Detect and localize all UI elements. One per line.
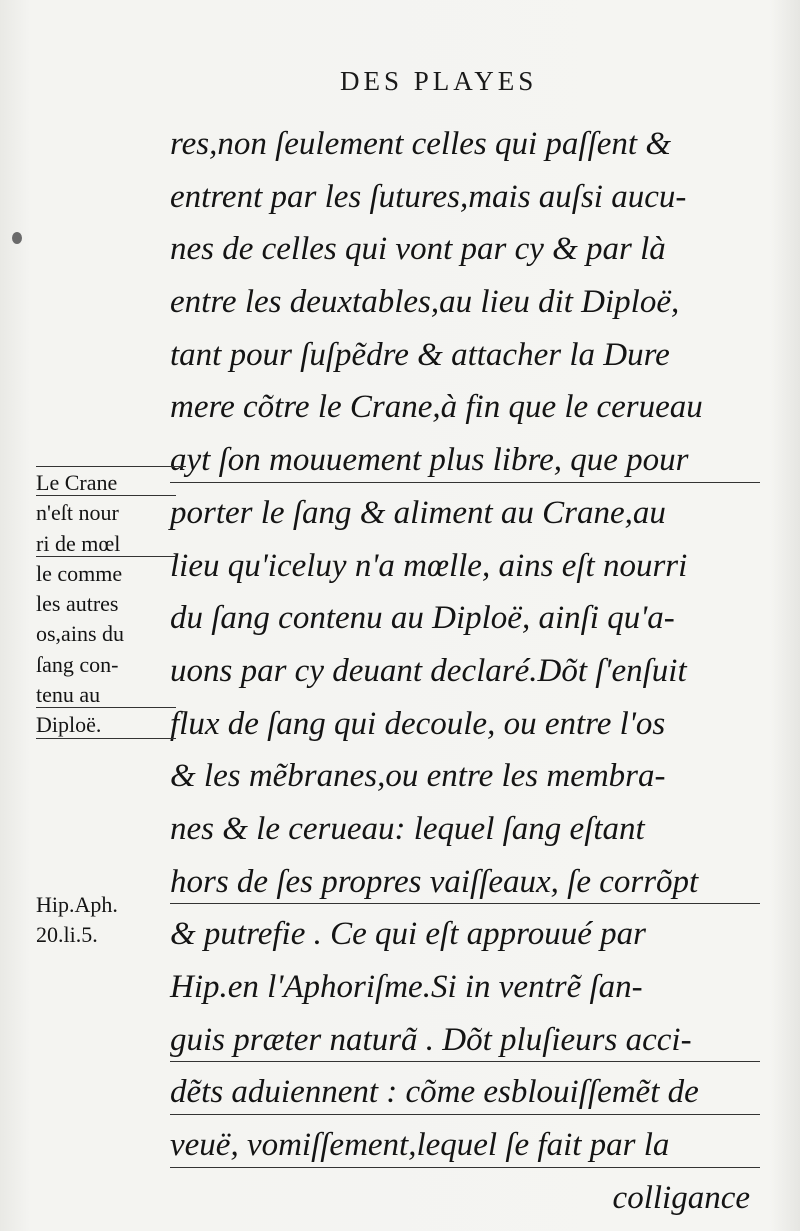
- text-line: du ſang contenu au Diploë, ainſi qu'a-: [170, 600, 675, 637]
- text-line: Hip.en l'Aphoriſme.Si in ventrẽ ſan-: [170, 969, 643, 1005]
- marginal-line: n'eſt nour: [36, 500, 119, 526]
- text-line: nes de celles qui vont par cy & par là: [170, 231, 666, 268]
- text-line: res,non ſeulement celles qui paſſent &: [170, 126, 671, 162]
- text-line: mere cõtre le Crane,à fin que le cerueau: [170, 389, 703, 426]
- marginal-note-crane: [36, 468, 176, 741]
- margin-rule: [36, 466, 186, 467]
- ink-spot: [12, 232, 22, 244]
- text-line: lieu qu'iceluy n'a mœlle, ains eſt nourri: [170, 547, 688, 584]
- text-line: uons par cy deuant declaré.Dõt ſ'enſuit: [170, 652, 687, 689]
- text-line: hors de ſes propres vaiſſeaux, ſe corrõpt: [170, 856, 770, 909]
- catchword: colligance: [612, 1179, 750, 1216]
- text-line: & les mẽbranes,ou entre les membra-: [170, 758, 666, 795]
- marginal-note-hippocrates: [36, 890, 176, 951]
- marginal-line: le comme: [36, 560, 123, 586]
- text-line: porter le ſang & aliment au Crane,au: [170, 494, 666, 531]
- text-line: tant pour ſuſpẽdre & attacher la Dure: [170, 336, 670, 373]
- marginal-line: Hip.Aph.: [36, 892, 118, 917]
- text-line: dẽts aduiennent : cõme esblouiſſemẽt de: [170, 1066, 770, 1119]
- marginal-line: Le Crane: [36, 468, 176, 498]
- text-line: flux de ſang qui decoule, ou entre l'os: [170, 705, 666, 742]
- marginal-line: 20.li.5.: [36, 922, 98, 948]
- marginal-line: os,ains du: [36, 621, 124, 647]
- text-line: entrent par les ſutures,mais auſsi aucu-: [170, 178, 687, 215]
- text-line: veuë, vomiſſement,lequel ſe fait par la: [170, 1119, 770, 1172]
- main-text-block: [170, 118, 770, 1224]
- marginal-line: Diploë.: [36, 710, 176, 740]
- marginal-line: les autres: [36, 591, 119, 617]
- marginal-line: ſang con-: [36, 651, 119, 677]
- marginal-line: ri de mœl: [36, 529, 176, 559]
- running-title: DES PLAYES: [340, 66, 538, 96]
- marginal-line: tenu au: [36, 680, 176, 710]
- text-line: guis præter naturã . Dõt pluſieurs acci-: [170, 1014, 770, 1067]
- text-line: ayt ſon mouuement plus libre, que pour: [170, 434, 770, 487]
- text-line: entre les deuxtables,au lieu dit Diploë,: [170, 284, 680, 321]
- text-line: & putrefie . Ce qui eſt approuué par: [170, 916, 647, 953]
- text-line: nes & le cerueau: lequel ſang eſtant: [170, 810, 645, 847]
